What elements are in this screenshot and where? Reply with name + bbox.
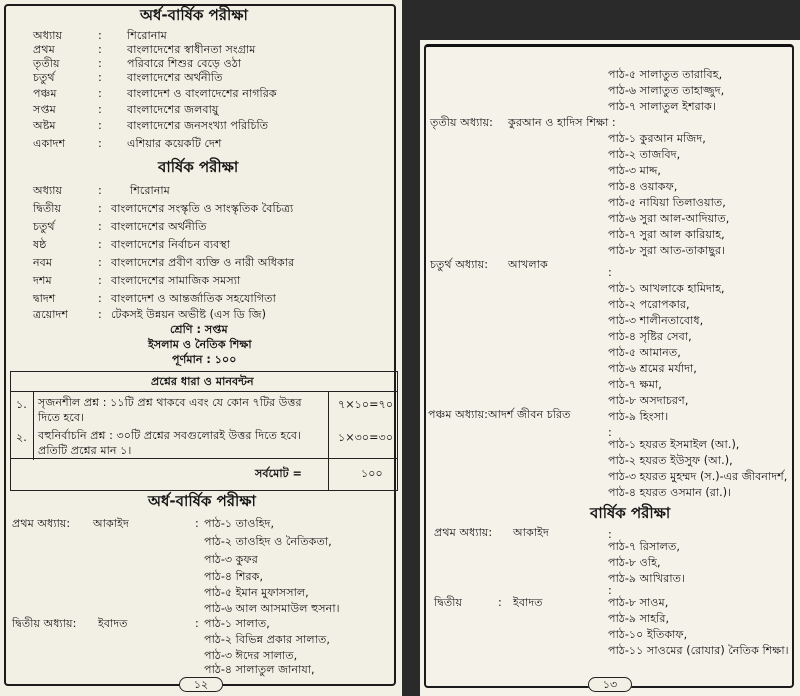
- lesson-item: পাঠ-৪ শিরক,: [204, 570, 264, 583]
- list-item: শিরোনাম: [127, 29, 167, 42]
- lesson-item: পাঠ-১০ ইতিকাফ,: [608, 628, 688, 641]
- right-page: [420, 40, 800, 696]
- list-item: বাংলাদেশ ও আন্তর্জাতিক সহযোগিতা: [111, 292, 276, 305]
- table-cell: বহুনির্বাচনি প্রশ্ন : ৩০টি প্রশ্নের সবগুলোরই উত্তর দিতে হবে।: [38, 429, 302, 442]
- total-value: ১০০: [361, 467, 383, 480]
- chapter-title: আকাইদ: [513, 526, 549, 539]
- lesson-item: পাঠ-৩ ঈদের সালাত,: [204, 649, 298, 662]
- list-item: শিরোনাম: [130, 184, 170, 197]
- midterm-heading: অর্ধ-বার্ষিক পরীক্ষা: [140, 6, 248, 24]
- lesson-item: পাঠ-৬ আল আসমাউল হুসনা।: [204, 602, 340, 615]
- list-item: পঞ্চম: [33, 87, 57, 100]
- colon: :: [98, 137, 102, 150]
- lesson-item: পাঠ-৭ ক্ষমা,: [608, 378, 662, 391]
- lesson-item: পাঠ-৬ শ্রমের মর্যাদা,: [608, 362, 697, 375]
- lesson-item: পাঠ-৩ কুফর: [204, 553, 258, 566]
- table-title: প্রশ্নের ধারা ও মানবন্টন: [151, 375, 254, 388]
- lesson-item: পাঠ-৫ নাযিয়া তিলাওয়াত,: [608, 196, 726, 209]
- chapter-label: তৃতীয় অধ্যায়:: [430, 116, 493, 129]
- list-item: চতুর্থ: [33, 220, 55, 233]
- colon: :: [195, 517, 199, 530]
- colon: :: [98, 103, 102, 116]
- chapter-title: আখলাক: [508, 258, 548, 271]
- colon: :: [98, 238, 102, 251]
- list-item: দ্বিতীয়: [33, 202, 62, 215]
- midterm-heading-2: অর্ধ-বার্ষিক পরীক্ষা: [148, 492, 256, 510]
- list-item: চতুর্থ: [33, 71, 55, 84]
- page-number-text: ১২: [179, 677, 223, 692]
- chapter-label: প্রথম অধ্যায়:: [12, 517, 71, 530]
- row-number: ২.: [16, 431, 27, 444]
- lesson-item: পাঠ-৮ সাওম,: [608, 596, 669, 609]
- chapter-label: পঞ্চম অধ্যায়:আদর্শ জীবন চরিত: [428, 408, 571, 421]
- list-item: বাংলাদেশের প্রবীণ ব্যক্তি ও নারী অধিকার: [111, 256, 295, 269]
- page-number-text: ১৩: [588, 677, 632, 692]
- table-cell: সৃজনশীল প্রশ্ন : ১১টি প্রশ্ন থাকবে এবং যে কোন ৭টির উত্তর: [38, 396, 302, 409]
- chapter-title: কুরআন ও হাদিস শিক্ষা :: [508, 116, 616, 129]
- lesson-item: পাঠ-৫ সালাতুত তারাবিহ,: [608, 68, 723, 81]
- list-item: ষষ্ঠ: [33, 238, 47, 251]
- marks-distribution-table: [10, 371, 398, 491]
- lesson-item: পাঠ-২ তাজবিদ,: [608, 148, 681, 161]
- lesson-item: পাঠ-৭ সুরা আল কারিয়াহ,: [608, 228, 725, 241]
- lesson-item: পাঠ-১ কুরআন মজিদ,: [608, 132, 706, 145]
- colon: :: [608, 266, 612, 279]
- list-item: বাংলাদেশের অর্থনীতি: [127, 71, 223, 84]
- colon: :: [98, 71, 102, 84]
- row-number: ১.: [16, 398, 27, 411]
- lesson-item: পাঠ-৯ আখিরাত।: [608, 572, 686, 585]
- lesson-item: পাঠ-৫ আমানত,: [608, 346, 681, 359]
- colon: :: [195, 617, 199, 630]
- lesson-item: পাঠ-৪ ওয়াকফ,: [608, 180, 678, 193]
- lesson-item: পাঠ-৮ অসদাচরণ,: [608, 394, 689, 407]
- table-cell: দিতে হবে।: [38, 411, 85, 424]
- list-item: প্রথম: [33, 43, 55, 56]
- colon: :: [498, 596, 502, 609]
- chapter-title: আকাইদ: [93, 517, 129, 530]
- list-item: বাংলাদেশের জলবায়ু: [127, 103, 219, 116]
- list-item: বাংলাদেশের নির্বাচন ব্যবস্থা: [111, 238, 231, 251]
- table-cell: প্রতিটি প্রশ্নের মান ১।: [38, 444, 132, 457]
- lesson-item: পাঠ-১১ সাওমের (রোযার) নৈতিক শিক্ষা।: [608, 644, 789, 657]
- list-item: একাদশ: [33, 137, 66, 150]
- page-number: [420, 676, 800, 695]
- full-marks-line: পূর্ণমান : ১০০: [172, 353, 237, 366]
- colon: :: [98, 256, 102, 269]
- chapter-label: দ্বিতীয় অধ্যায়:: [12, 617, 77, 630]
- colon: :: [608, 528, 612, 541]
- lesson-item: পাঠ-৭ রিসালত,: [608, 540, 680, 553]
- chapter-title: ইবাদত: [513, 596, 543, 609]
- lesson-item: পাঠ-২ তাওহিদ ও নৈতিকতা,: [204, 535, 332, 548]
- lesson-item: পাঠ-৮ ওহি,: [608, 556, 661, 569]
- page-number: [0, 676, 402, 695]
- lesson-item: পাঠ-৪ সৃষ্টির সেবা,: [608, 330, 692, 343]
- lesson-item: পাঠ-১ সালাত,: [204, 617, 270, 630]
- chapter-title: ইবাদত: [98, 617, 128, 630]
- colon: :: [98, 202, 102, 215]
- colon: :: [98, 184, 102, 197]
- list-item: ত্রয়োদশ: [33, 308, 69, 321]
- class-line: শ্রেণি : সপ্তম: [170, 323, 228, 336]
- list-item: দশম: [33, 274, 52, 287]
- chapter-label: চতুর্থ অধ্যায়:: [430, 258, 489, 271]
- colon: :: [608, 426, 612, 439]
- lesson-item: পাঠ-১ হযরত ইসমাইল (আ.),: [608, 438, 740, 451]
- chapter-label: প্রথম অধ্যায়:: [434, 526, 493, 539]
- lesson-item: পাঠ-৬ সুরা আল-আদিয়াত,: [608, 212, 730, 225]
- list-item: এশিয়ার কয়েকটি দেশ: [127, 137, 222, 150]
- colon: :: [98, 87, 102, 100]
- total-label: সর্বমোট =: [255, 467, 302, 480]
- list-item: সপ্তম: [33, 103, 56, 116]
- list-item: অধ্যায়: [33, 184, 63, 197]
- list-item: তৃতীয়: [33, 57, 60, 70]
- list-item: পরিবারে শিশুর বেড়ে ওঠা: [127, 57, 242, 70]
- colon: :: [98, 57, 102, 70]
- colon: :: [98, 292, 102, 305]
- lesson-item: পাঠ-২ পরোপকার,: [608, 298, 690, 311]
- table-cell-mark: ৭×১০=৭০: [338, 398, 394, 411]
- chapter-label: দ্বিতীয়: [434, 596, 463, 609]
- colon: :: [98, 119, 102, 132]
- lesson-item: পাঠ-২ বিভিন্ন প্রকার সালাত,: [204, 633, 330, 646]
- lesson-item: পাঠ-১ তাওহিদ,: [204, 517, 275, 530]
- lesson-item: পাঠ-৭ সালাতুল ইশরাক।: [608, 100, 716, 113]
- lesson-item: পাঠ-৬ সালাতুত তাহাজ্জুদ,: [608, 84, 725, 97]
- colon: :: [98, 43, 102, 56]
- lesson-item: পাঠ-৩ মাদ্দ,: [608, 164, 661, 177]
- colon: :: [98, 274, 102, 287]
- list-item: বাংলাদেশের জনসংখ্যা পরিচিতি: [127, 119, 269, 132]
- list-item: অধ্যায়: [33, 29, 63, 42]
- subject-line: ইসলাম ও নৈতিক শিক্ষা: [148, 338, 252, 351]
- list-item: বাংলাদেশ ও বাংলাদেশের নাগরিক: [127, 87, 277, 100]
- lesson-item: পাঠ-১ আখলাকে হামিদাহ,: [608, 282, 725, 295]
- list-item: নবম: [33, 256, 53, 269]
- colon: :: [98, 308, 102, 321]
- annual-heading: বার্ষিক পরীক্ষা: [158, 158, 239, 176]
- colon: :: [98, 29, 102, 42]
- list-item: দ্বাদশ: [33, 292, 56, 305]
- list-item: টেকসই উন্নয়ন অভীষ্ট (এস ডি জি): [111, 308, 267, 321]
- lesson-item: পাঠ-৯ হিংসা।: [608, 410, 669, 423]
- colon: :: [98, 220, 102, 233]
- lesson-item: পাঠ-৪ সালাতুল জানাযা,: [204, 663, 315, 676]
- list-item: বাংলাদেশের সামাজিক সমস্যা: [111, 274, 241, 287]
- list-item: বাংলাদেশের স্বাধীনতা সংগ্রাম: [127, 43, 256, 56]
- lesson-item: পাঠ-২ হযরত ইউসুফ (আ.),: [608, 454, 733, 467]
- list-item: অষ্টম: [33, 119, 56, 132]
- colon: :: [608, 584, 612, 597]
- annual-heading-2: বার্ষিক পরীক্ষা: [590, 504, 671, 522]
- lesson-item: পাঠ-৩ হযরত মুহম্মদ (স.)-এর জীবনাদর্শ,: [608, 470, 788, 483]
- lesson-item: পাঠ-৮ সুরা আত-তাকাছুর।: [608, 244, 726, 257]
- lesson-item: পাঠ-৩ শালীনতাবোধ,: [608, 314, 704, 327]
- list-item: বাংলাদেশের সংস্কৃতি ও সাংস্কৃতিক বৈচিত্র্য: [111, 202, 294, 215]
- list-item: বাংলাদেশের অর্থনীতি: [111, 220, 207, 233]
- lesson-item: পাঠ-৫ ইমান মুফাসসাল,: [204, 586, 309, 599]
- lesson-item: পাঠ-৯ সাহরি,: [608, 612, 670, 625]
- table-cell-mark: ১×৩০=৩০: [338, 431, 394, 444]
- lesson-item: পাঠ-৪ হযরত ওসমান (রা.)।: [608, 486, 732, 499]
